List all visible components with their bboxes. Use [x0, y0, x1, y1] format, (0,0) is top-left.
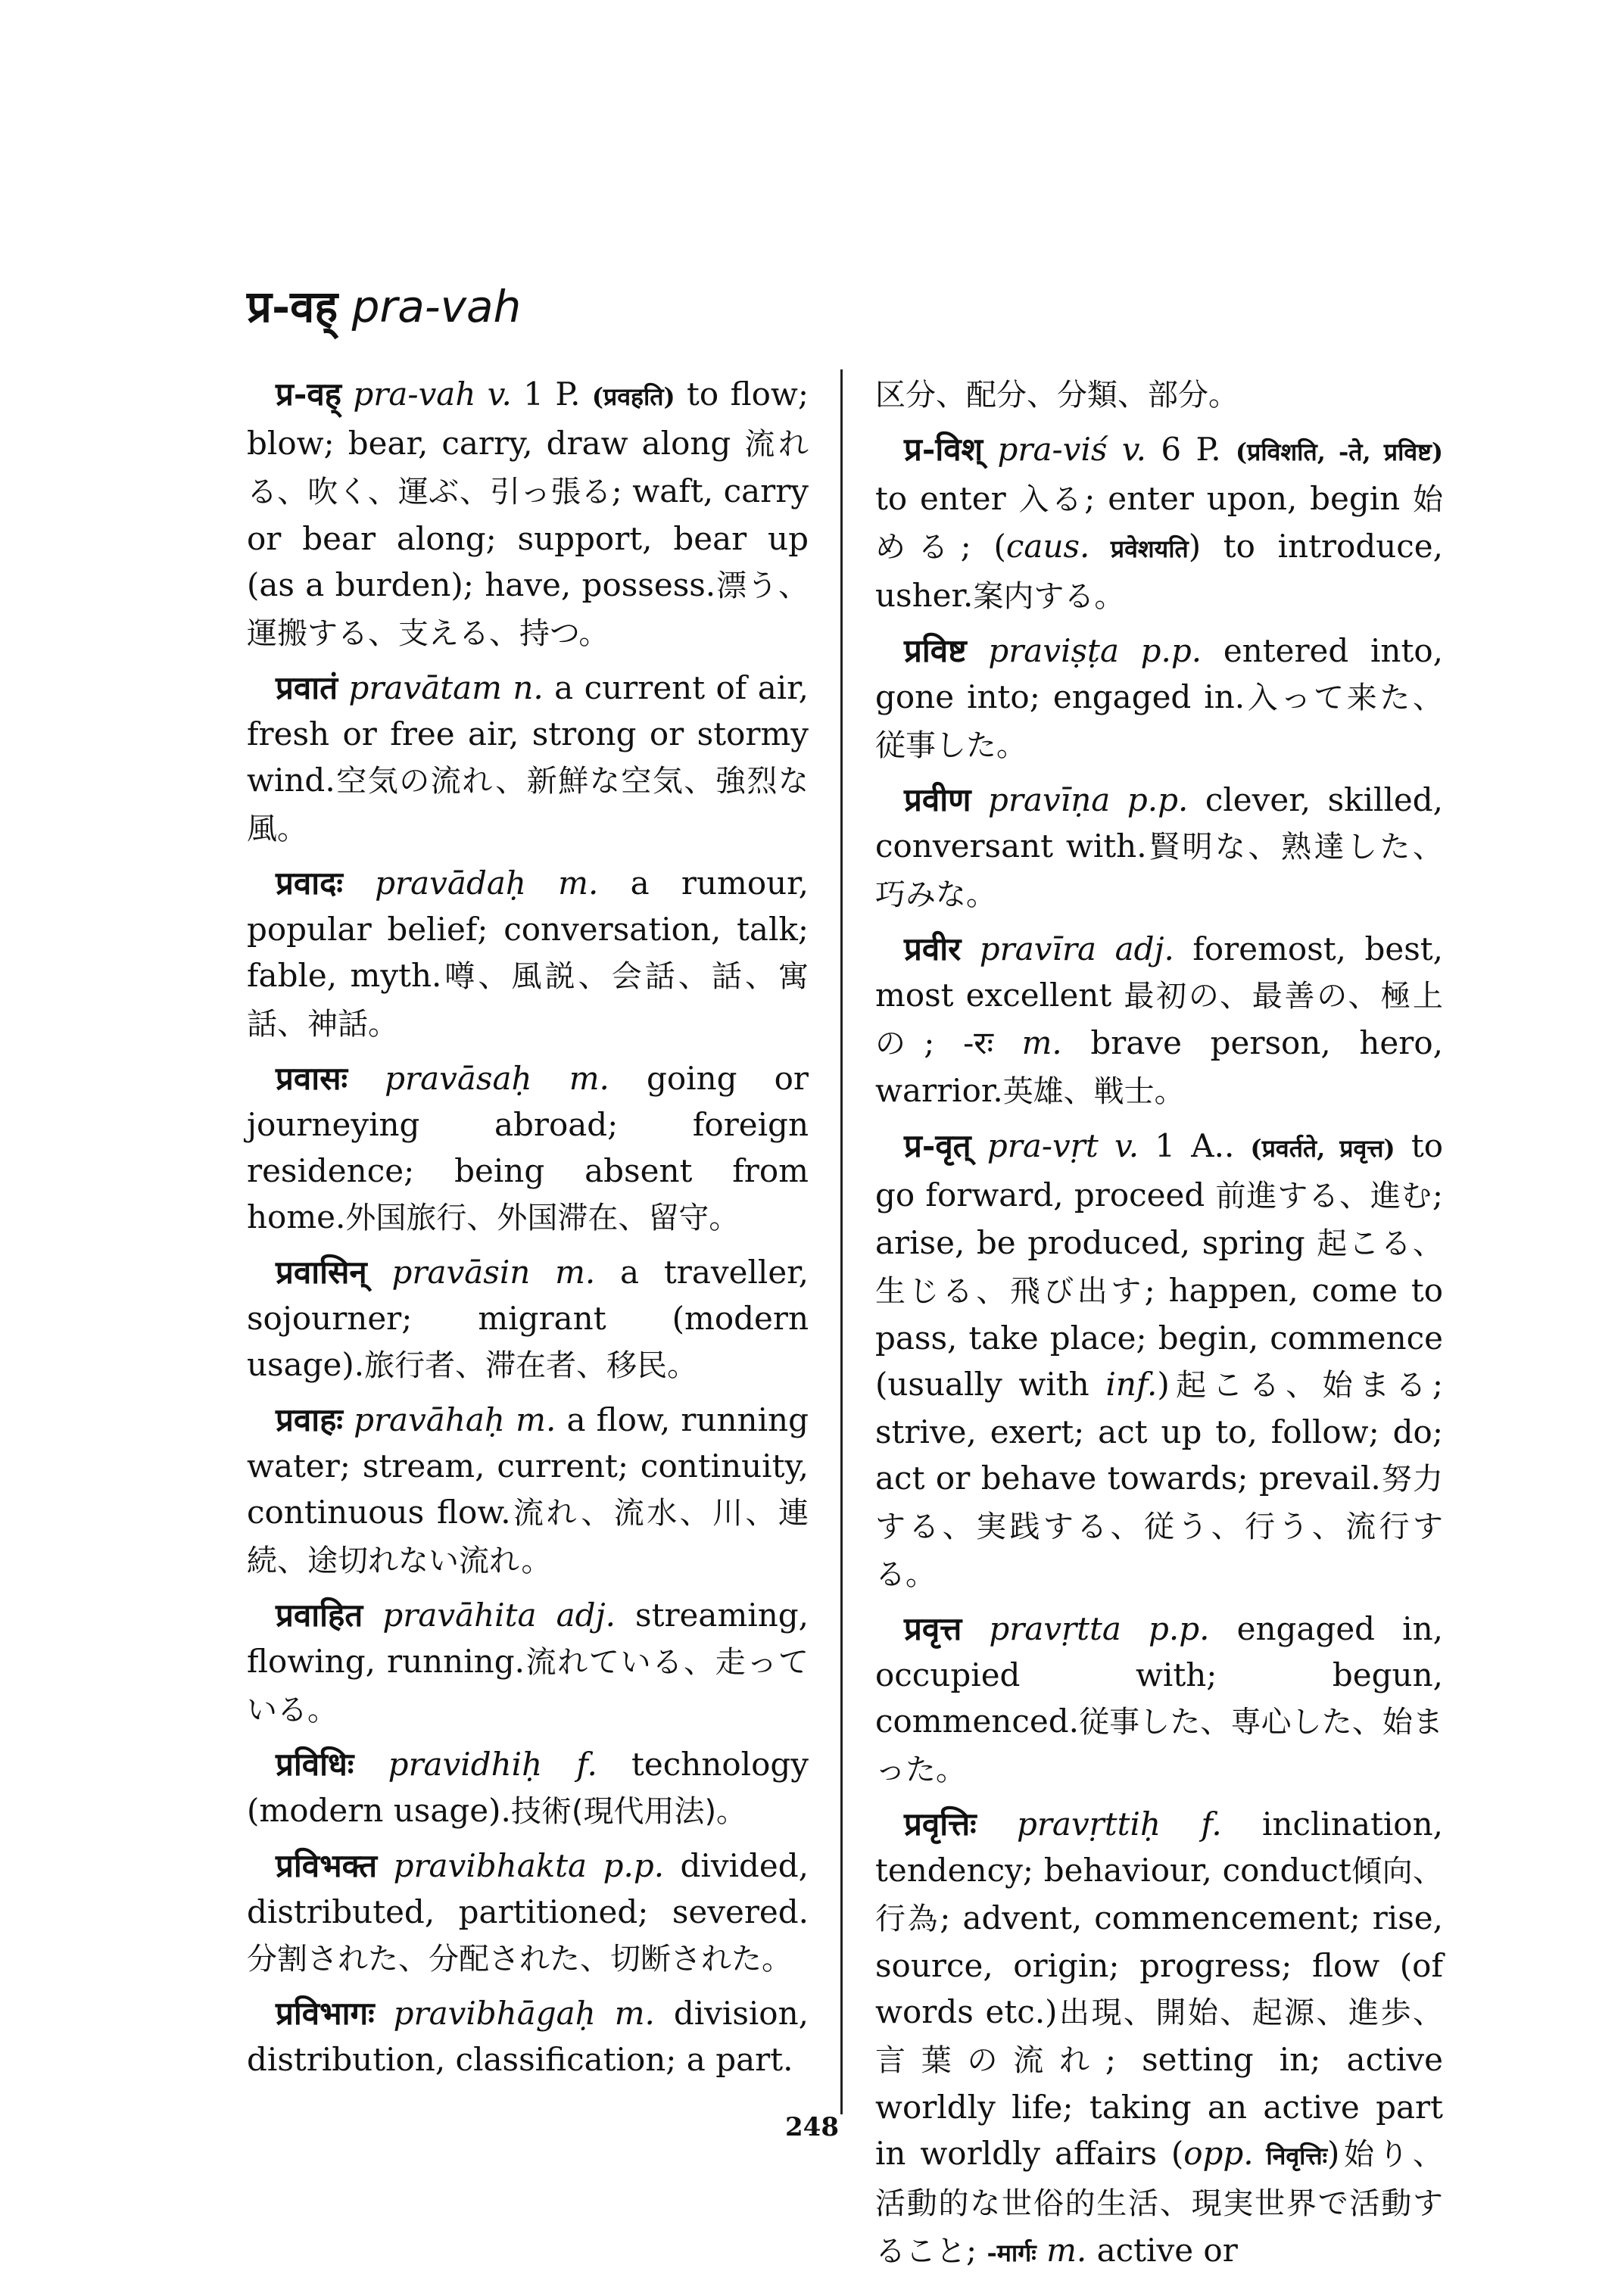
- header-devanagari: प्र-वह्: [247, 281, 338, 332]
- definition-text: ; strive, exert; act up to, follow; do; act or behave towards; prevail.: [875, 1366, 1444, 1497]
- header-roman: pra-vah: [351, 281, 522, 332]
- japanese-gloss: 分割された、分配された、切断された。: [247, 1942, 792, 1977]
- definition-text: a traveller, sojourner; migrant (modern usage).: [247, 1254, 809, 1383]
- definition-text: [1036, 2232, 1046, 2269]
- headword-devanagari: प्रवासः: [276, 1060, 348, 1097]
- entry-pravasah: [247, 1055, 809, 1242]
- grammar-label: p.p.: [1127, 781, 1189, 818]
- definition-text: to flow; blow; bear, carry, draw along: [247, 375, 809, 462]
- entry-pravina: [875, 777, 1443, 918]
- grammar-label: m.: [1046, 2232, 1087, 2269]
- definition-text: engaged in, occupied with; begun, commenced.: [875, 1610, 1443, 1740]
- headword-roman: pravāsin: [391, 1254, 531, 1291]
- definition-text: ; arise, be produced, spring: [875, 1176, 1443, 1261]
- left-column: [247, 371, 809, 2090]
- headword-roman: pravātam: [348, 669, 502, 706]
- japanese-gloss: 起こる、始まる: [1169, 1368, 1432, 1403]
- headword-roman: pravīṇa: [988, 781, 1111, 818]
- entry-pravibhakta: [247, 1843, 809, 1983]
- grammar-label: v.: [1121, 431, 1146, 468]
- inflected-form: (प्रविशति, -ते, प्रविष्ट): [1235, 438, 1443, 466]
- definition-text: ;: [966, 2232, 987, 2269]
- japanese-gloss: 出現、開始、起源、進歩、言葉の流れ: [875, 1995, 1443, 2078]
- headword-roman: pravṛtta: [989, 1610, 1121, 1647]
- entry-pravrtta: [875, 1606, 1443, 1793]
- headword-devanagari: प्रवीर: [904, 930, 962, 967]
- grammar-label: v.: [487, 375, 512, 413]
- entry-pravrttih: [875, 1801, 1443, 2276]
- entry-continuation: [875, 371, 1443, 419]
- headword-roman: pravīra: [979, 930, 1097, 967]
- definition-text: entered into, gone into; engaged in.: [875, 632, 1443, 715]
- japanese-gloss: 旅行者、滞在者、移民。: [364, 1348, 698, 1383]
- headword-roman: pra-vah: [353, 375, 476, 413]
- grammar-label: p.p.: [1140, 632, 1202, 669]
- japanese-gloss: 前進する、進む: [1215, 1179, 1432, 1213]
- definition-text: ; setting in; active worldly life; taking an active part in worldly affairs (: [875, 2041, 1443, 2172]
- headword-devanagari: प्र-वृत्: [904, 1127, 971, 1164]
- definition-text: foremost, best, most excellent: [875, 930, 1443, 1014]
- definition-text: ): [1327, 2135, 1340, 2172]
- headword-roman: pravṛttiḥ: [1016, 1805, 1161, 1843]
- inflected-form: निवृत्तिः: [1253, 2142, 1328, 2170]
- japanese-gloss: 始り、活動的な世俗的生活、現実世界で活動すること: [875, 2137, 1443, 2269]
- grammar-label: f.: [1201, 1805, 1222, 1843]
- entry-pravasin: [247, 1249, 809, 1389]
- japanese-gloss: 空気の流れ、新鮮な空気、強烈な風。: [247, 764, 809, 846]
- headword-roman: pravāsaḥ: [385, 1060, 532, 1097]
- headword-roman: pra-vṛt: [987, 1127, 1099, 1164]
- japanese-gloss: 入る: [1018, 482, 1085, 517]
- grammar-label: p.p.: [603, 1847, 665, 1884]
- japanese-gloss: 技術(現代用法)。: [510, 1794, 747, 1829]
- headword-devanagari: प्रवाहित: [276, 1597, 363, 1634]
- grammar-label: p.p.: [1149, 1610, 1210, 1647]
- japanese-gloss: 流れている、走っている。: [247, 1645, 809, 1728]
- headword-roman: pravāhaḥ: [354, 1401, 505, 1438]
- definition-text: clever, skilled, conversant with.: [875, 781, 1443, 865]
- entry-pravatam: [247, 665, 809, 852]
- definition-text: streaming, flowing, running.: [247, 1597, 809, 1680]
- entry-pravidhih: [247, 1741, 809, 1835]
- japanese-gloss: 案内する。: [973, 579, 1125, 614]
- definition-text: technology (modern usage).: [247, 1746, 809, 1829]
- headword-devanagari: प्रविष्ट: [904, 632, 967, 669]
- headword-devanagari: प्रवातं: [276, 669, 338, 706]
- grammar-label: inf.: [1105, 1366, 1158, 1403]
- headword-roman: pravibhakta: [393, 1847, 588, 1884]
- headword-roman: pravādaḥ: [375, 865, 526, 902]
- inflected-form: प्रवेशयति: [1089, 534, 1189, 563]
- entry-pra-vis: [875, 426, 1443, 620]
- definition-text: ; enter upon, begin: [1084, 480, 1413, 517]
- headword-devanagari: प्रवृत्त: [904, 1610, 962, 1647]
- japanese-gloss: 最初の、最善の、極上の: [875, 979, 1443, 1061]
- column-divider: [840, 369, 843, 2114]
- japanese-gloss: 噂、風説、会話、話、寓話、神話。: [247, 959, 809, 1042]
- definition-text: inclination, tendency; behaviour, conduct: [875, 1805, 1443, 1889]
- entry-pra-vrt: [875, 1123, 1443, 1598]
- definition-text: ; -रः: [924, 1024, 1022, 1061]
- japanese-gloss: 傾向、行為: [875, 1854, 1444, 1936]
- definition-text: ; waft, carry or bear along; support, bear up (as a burden); have, possess.: [247, 472, 809, 603]
- grammar-label: m.: [1021, 1024, 1062, 1061]
- entry-pravista: [875, 628, 1443, 769]
- japanese-gloss: 流れ、流水、川、連続、途切れない流れ。: [247, 1496, 809, 1578]
- definition-text: ; happen, come to pass, take place; begin, commence (usually with: [875, 1272, 1443, 1403]
- definition-text: active or: [1086, 2232, 1238, 2269]
- headword-devanagari: प्रवीण: [904, 781, 971, 818]
- inflected-form: (प्रवर्तते, प्रवृत्त): [1250, 1134, 1395, 1163]
- japanese-gloss: 始める: [875, 482, 1443, 565]
- headword-roman: pravāhita: [382, 1597, 537, 1634]
- headword-roman: praviṣṭa: [988, 632, 1119, 669]
- grammar-label: adj.: [556, 1597, 616, 1634]
- definition-text: to go forward, proceed: [875, 1127, 1443, 1213]
- definition-text: brave person, hero, warrior.: [875, 1024, 1443, 1109]
- headword-devanagari: प्रविधिः: [276, 1746, 354, 1783]
- japanese-gloss: 英雄、戦士。: [1002, 1074, 1185, 1109]
- definition-text: divided, distributed, partitioned; severed.: [247, 1847, 809, 1930]
- japanese-gloss: 起こる、生じる、飛び出す: [875, 1226, 1443, 1309]
- japanese-gloss: 努力する、実践する、従う、行う、流行する。: [875, 1462, 1443, 1592]
- headword-devanagari: प्रविभक्त: [276, 1847, 378, 1884]
- japanese-gloss: 従事した、専心した、始まった。: [875, 1705, 1443, 1787]
- definition-text: division, distribution, classification; a part.: [247, 1995, 809, 2078]
- japanese-gloss: 入って来た、従事した。: [875, 681, 1444, 763]
- conjugation-class: 1 A..: [1139, 1127, 1251, 1164]
- japanese-gloss: 漂う、運搬する、支える、持つ。: [247, 569, 809, 651]
- entry-pravibhagah: [247, 1990, 809, 2083]
- definition-text: going or journeying abroad; foreign residence; being absent from home.: [247, 1060, 809, 1235]
- grammar-label: n.: [513, 669, 544, 706]
- headword-devanagari: प्रवादः: [276, 865, 343, 902]
- headword-roman: pravidhiḥ: [388, 1746, 543, 1783]
- headword-devanagari: प्रविभागः: [276, 1995, 375, 2032]
- headword-devanagari: प्रवाहः: [276, 1401, 343, 1438]
- japanese-gloss: 外国旅行、外国滞在、留守。: [345, 1201, 740, 1235]
- definition-text: a flow, running water; stream, current; continuity, continuous flow.: [247, 1401, 809, 1531]
- conjugation-class: 1 P.: [511, 375, 592, 413]
- entry-pravahah: [247, 1397, 809, 1584]
- grammar-label: v.: [1114, 1127, 1139, 1164]
- grammar-label: adj.: [1114, 930, 1174, 967]
- headword-roman: pra-viś: [997, 431, 1108, 468]
- conjugation-class: 6 P.: [1146, 431, 1236, 468]
- headword-devanagari: प्र-विश्: [904, 431, 983, 468]
- page-number: 248: [785, 2112, 839, 2142]
- entry-pra-vah: [247, 371, 809, 657]
- grammar-label: m.: [614, 1995, 655, 2032]
- grammar-label: m.: [569, 1060, 609, 1097]
- definition-text: a rumour, popular belief; conversation, talk; fable, myth.: [247, 865, 809, 994]
- definition-text: to enter: [875, 480, 1019, 517]
- grammar-label: opp.: [1183, 2135, 1254, 2172]
- japanese-gloss: 賢明な、熟達した、巧みな。: [875, 830, 1443, 912]
- right-column: [875, 371, 1443, 2284]
- entry-pravadah: [247, 860, 809, 1048]
- headword-roman: pravibhāgaḥ: [393, 1995, 596, 2032]
- definition-text: ): [1157, 1366, 1170, 1403]
- headword-devanagari: प्र-वह्: [276, 375, 341, 413]
- definition-text: ; (: [960, 528, 1006, 565]
- japanese-gloss: 区分、配分、分類、部分。: [875, 378, 1239, 413]
- definition-text: ) to introduce, usher.: [875, 528, 1444, 614]
- headword-devanagari: प्रवासिन्: [276, 1254, 367, 1291]
- entry-pravahita: [247, 1592, 809, 1734]
- grammar-label: m.: [558, 865, 599, 902]
- entry-pravira: [875, 926, 1443, 1115]
- sub-headword-devanagari: -मार्गः: [987, 2238, 1036, 2267]
- definition-text: ; advent, commencement; rise, source, origin; progress; flow (of words etc.): [875, 1899, 1444, 2030]
- inflected-form: (प्रवहति): [591, 382, 675, 411]
- grammar-label: f.: [576, 1746, 597, 1783]
- japanese-gloss: 流れる、吹く、運ぶ、引っ張る: [247, 427, 809, 509]
- headword-devanagari: प्रवृत्तिः: [904, 1805, 977, 1843]
- grammar-label: caus.: [1005, 528, 1090, 565]
- definition-text: a current of air, fresh or free air, strong or stormy wind.: [247, 669, 809, 799]
- grammar-label: m.: [516, 1401, 556, 1438]
- grammar-label: m.: [555, 1254, 596, 1291]
- page-header: [247, 281, 522, 332]
